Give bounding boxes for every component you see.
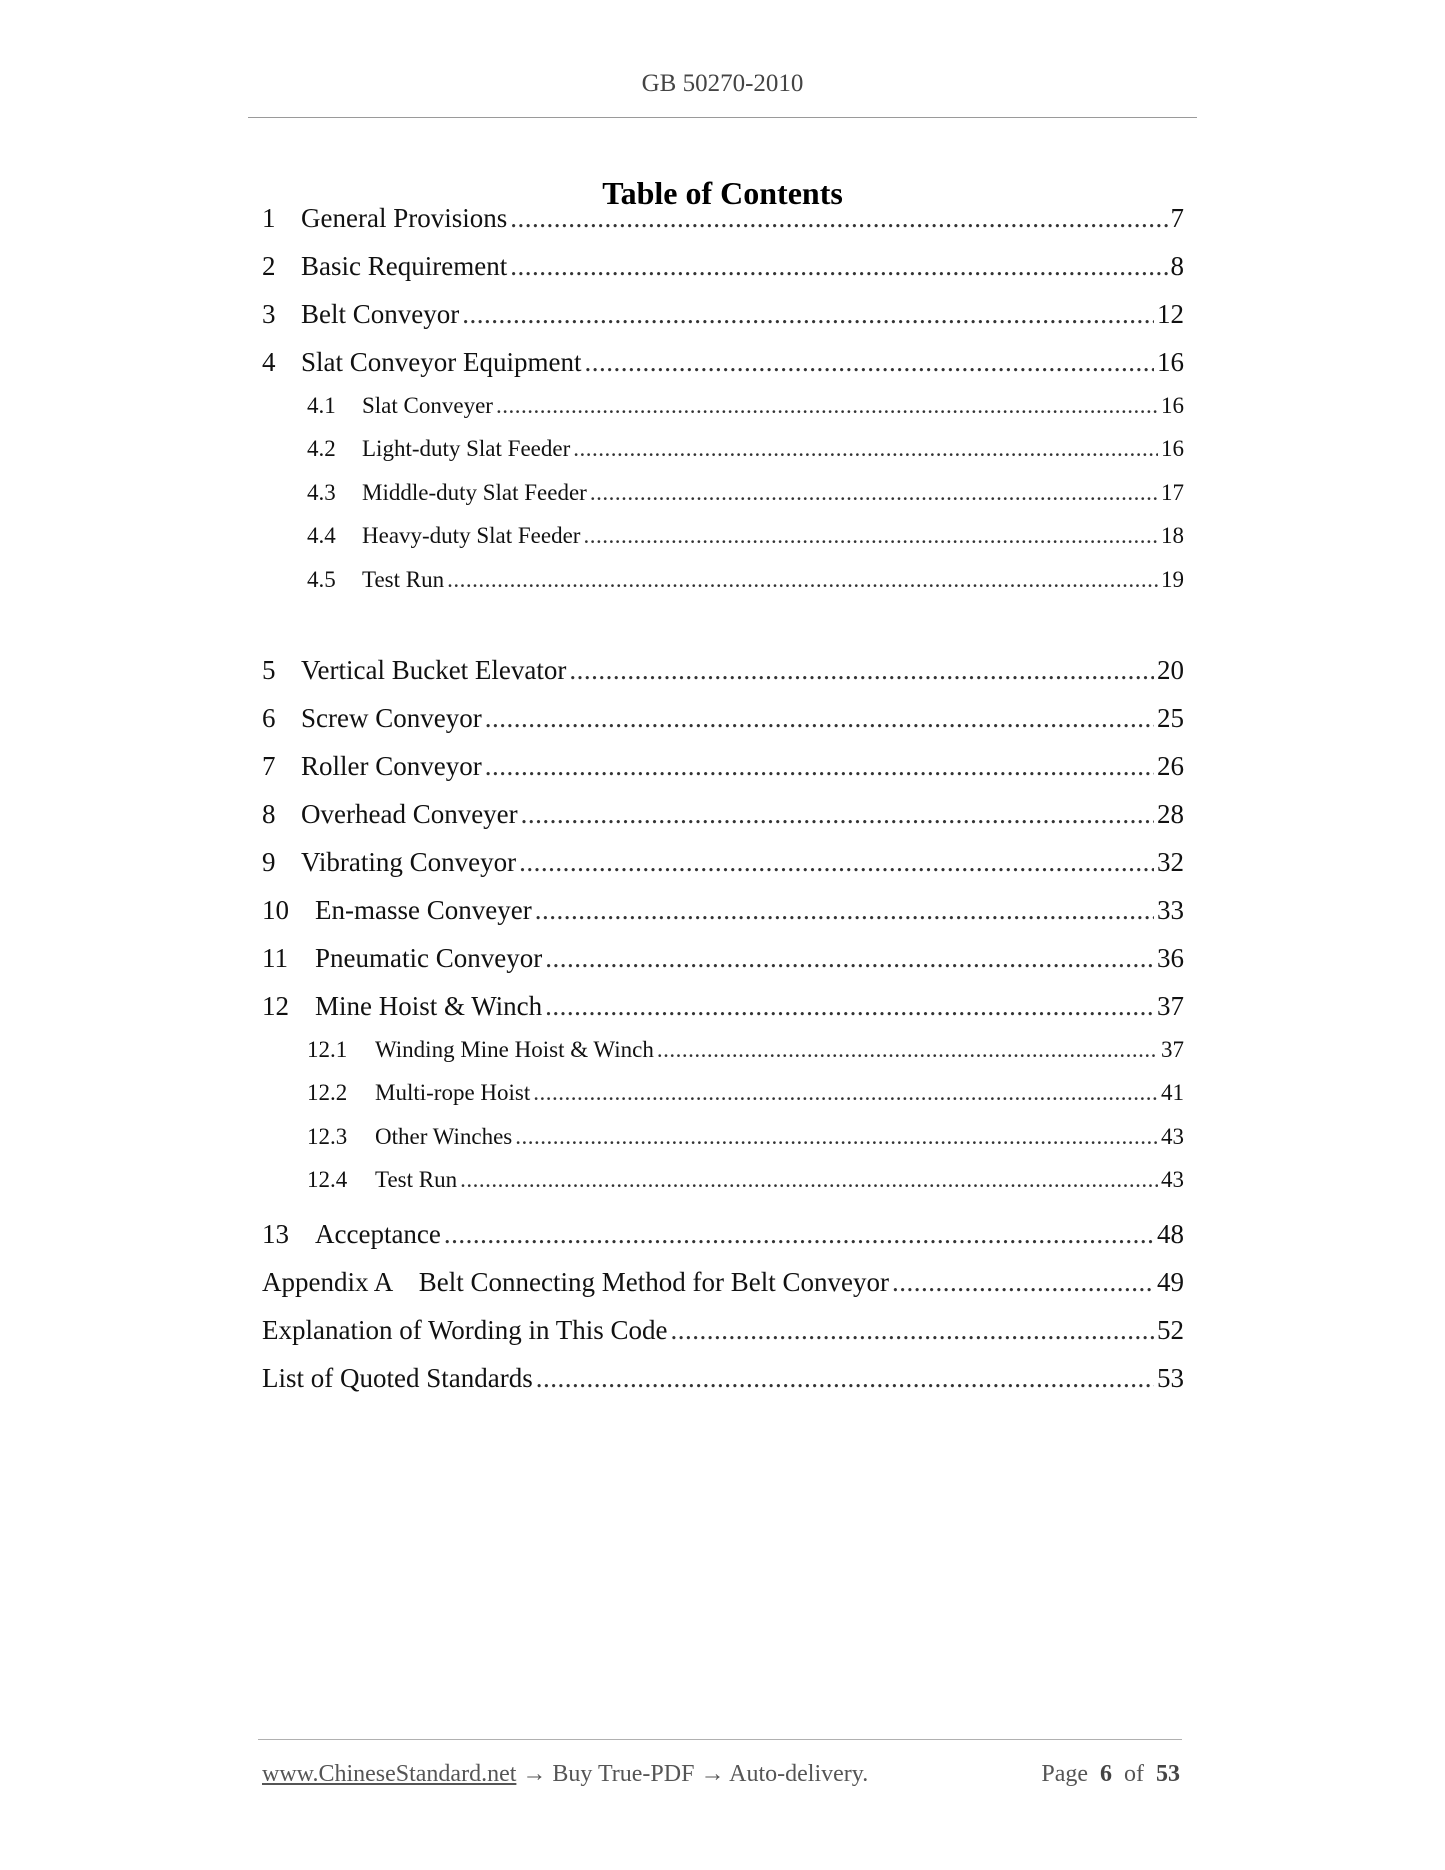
toc-entry-number: 8 [262, 799, 276, 829]
footer-promo [262, 1756, 868, 1792]
toc-entry-page: 17 [1161, 480, 1184, 505]
toc-entry[interactable] [262, 986, 1184, 1026]
toc-entry-page: 7 [1170, 203, 1184, 233]
toc-entry[interactable] [262, 294, 1184, 334]
toc-leader-dots [545, 986, 1154, 1026]
toc-entry-number: 11 [262, 943, 288, 973]
toc-leader-dots [447, 560, 1158, 600]
toc-entry-label: Light-duty Slat Feeder [362, 436, 571, 461]
toc-entry[interactable] [262, 1214, 1184, 1254]
toc-entry[interactable] [262, 198, 1184, 238]
toc-entry-label: List of Quoted Standards [262, 1363, 533, 1393]
toc-entry-page: 28 [1157, 799, 1184, 829]
toc-leader-dots [892, 1262, 1154, 1302]
toc-subentry[interactable] [307, 560, 1184, 600]
toc-entry-label: Acceptance [315, 1219, 441, 1249]
toc-subentry[interactable] [307, 1117, 1184, 1157]
toc-entry-page: 33 [1157, 895, 1184, 925]
toc-entry[interactable] [262, 342, 1184, 382]
toc-leader-dots [657, 1030, 1158, 1070]
toc-entry-page: 8 [1170, 251, 1184, 281]
document-code-header: GB 50270-2010 [641, 70, 804, 97]
toc-entry-label: Appendix A Belt Connecting Method for Belt Conveyor [262, 1267, 889, 1297]
toc-entry-page: 49 [1157, 1267, 1184, 1297]
toc-leader-dots [521, 794, 1154, 834]
toc-entry-number: 5 [262, 655, 276, 685]
of-word: of [1124, 1761, 1144, 1787]
toc-leader-dots [510, 198, 1167, 238]
toc-subentry[interactable] [307, 386, 1184, 426]
toc-entry[interactable] [262, 1262, 1184, 1302]
toc-entry-page: 43 [1161, 1124, 1184, 1149]
toc-entry[interactable] [262, 650, 1184, 690]
toc-entry-number: 4.4 [307, 523, 336, 548]
toc-entry-label: Multi-rope Hoist [375, 1080, 531, 1105]
toc-entry-number: 12.4 [307, 1167, 348, 1192]
toc-entry-label: Heavy-duty Slat Feeder [362, 523, 581, 548]
toc-entry-number: 6 [262, 703, 276, 733]
toc-entry-page: 52 [1157, 1315, 1184, 1345]
toc-entry-page: 25 [1157, 703, 1184, 733]
toc-leader-dots [535, 890, 1154, 930]
toc-entry-page: 43 [1161, 1167, 1184, 1192]
toc-entry-page: 12 [1157, 299, 1184, 329]
toc-entry-label: Winding Mine Hoist & Winch [375, 1037, 654, 1062]
toc-leader-dots [444, 1214, 1154, 1254]
toc-entry-page: 37 [1157, 991, 1184, 1021]
toc-entry-number: 4.2 [307, 436, 336, 461]
toc-entry-label: Pneumatic Conveyor [315, 943, 543, 973]
toc-entry-page: 36 [1157, 943, 1184, 973]
toc-entry-label: Screw Conveyor [301, 703, 482, 733]
toc-leader-dots [485, 746, 1154, 786]
header-divider [248, 117, 1197, 118]
toc-entry[interactable] [262, 1310, 1184, 1350]
toc-entry-number: 2 [262, 251, 276, 281]
toc-entry-label: Basic Requirement [301, 251, 508, 281]
toc-entry-page: 16 [1157, 347, 1184, 377]
toc-entry-label: General Provisions [301, 203, 508, 233]
toc-entry[interactable] [262, 890, 1184, 930]
website-link[interactable]: www.ChineseStandard.net [262, 1761, 517, 1787]
toc-leader-dots [545, 938, 1154, 978]
page-word: Page [1041, 1761, 1088, 1787]
toc-entry-label: Overhead Conveyer [301, 799, 518, 829]
toc-entry-label: Test Run [375, 1167, 458, 1192]
toc-entry-label: Explanation of Wording in This Code [262, 1315, 668, 1345]
toc-leader-dots [515, 1117, 1158, 1157]
toc-leader-dots [496, 386, 1158, 426]
toc-entry-label: Belt Conveyor [301, 299, 460, 329]
toc-entry-label: Vertical Bucket Elevator [301, 655, 567, 685]
toc-leader-dots [590, 473, 1158, 513]
toc-entry-label: Other Winches [375, 1124, 513, 1149]
toc-leader-dots [569, 650, 1154, 690]
toc-leader-dots [671, 1310, 1154, 1350]
page-title: Table of Contents [602, 175, 843, 211]
toc-entry-page: 41 [1161, 1080, 1184, 1105]
toc-entry-number: 12.3 [307, 1124, 348, 1149]
arrow-icon: → [700, 1761, 725, 1787]
toc-entry-page: 48 [1157, 1219, 1184, 1249]
toc-entry-label: En-masse Conveyer [315, 895, 532, 925]
toc-subentry[interactable] [307, 1073, 1184, 1113]
toc-entry[interactable] [262, 1358, 1184, 1398]
toc-entry-number: 3 [262, 299, 276, 329]
toc-entry-page: 18 [1161, 523, 1184, 548]
total-pages-number: 53 [1156, 1761, 1180, 1787]
toc-entry-number: 12 [262, 991, 289, 1021]
toc-leader-dots [533, 1073, 1158, 1113]
toc-entry-number: 12.2 [307, 1080, 348, 1105]
toc-entry-page: 37 [1161, 1037, 1184, 1062]
toc-leader-dots [510, 246, 1167, 286]
toc-subentry[interactable] [307, 516, 1184, 556]
toc-entry-label: Test Run [362, 567, 445, 592]
toc-entry[interactable] [262, 842, 1184, 882]
toc-leader-dots [584, 342, 1154, 382]
toc-entry-label: Slat Conveyer [362, 393, 493, 418]
toc-entry-number: 4.1 [307, 393, 336, 418]
toc-entry-page: 19 [1161, 567, 1184, 592]
toc-entry-number: 4.5 [307, 567, 336, 592]
toc-leader-dots [536, 1358, 1154, 1398]
auto-delivery-text: Auto-delivery. [729, 1761, 869, 1787]
toc-entry[interactable] [262, 746, 1184, 786]
toc-entry-page: 16 [1161, 393, 1184, 418]
toc-entry-number: 10 [262, 895, 289, 925]
toc-subentry[interactable] [307, 1030, 1184, 1070]
toc-entry-label: Mine Hoist & Winch [315, 991, 543, 1021]
toc-entry-page: 20 [1157, 655, 1184, 685]
toc-entry-label: Slat Conveyor Equipment [301, 347, 582, 377]
toc-leader-dots [462, 294, 1154, 334]
toc-entry-page: 32 [1157, 847, 1184, 877]
buy-true-pdf-text: Buy True-PDF [552, 1761, 695, 1787]
toc-entry[interactable] [262, 246, 1184, 286]
footer-divider [258, 1739, 1182, 1740]
toc-entry[interactable] [262, 794, 1184, 834]
current-page-number: 6 [1100, 1761, 1112, 1787]
page-indicator [1041, 1756, 1180, 1792]
toc-entry-number: 1 [262, 203, 276, 233]
toc-entry-label: Vibrating Conveyor [301, 847, 517, 877]
toc-leader-dots [485, 698, 1154, 738]
toc-entry-page: 26 [1157, 751, 1184, 781]
toc-entry-label: Roller Conveyor [301, 751, 482, 781]
toc-entry-number: 7 [262, 751, 276, 781]
toc-leader-dots [583, 516, 1158, 556]
toc-entry-number: 4.3 [307, 480, 336, 505]
toc-entry-number: 4 [262, 347, 276, 377]
toc-entry-number: 13 [262, 1219, 289, 1249]
arrow-icon: → [522, 1761, 547, 1787]
toc-entry-page: 16 [1161, 436, 1184, 461]
toc-leader-dots [519, 842, 1154, 882]
toc-subentry[interactable] [307, 1160, 1184, 1200]
toc-entry[interactable] [262, 938, 1184, 978]
toc-subentry[interactable] [307, 429, 1184, 469]
toc-entry-number: 9 [262, 847, 276, 877]
toc-subentry[interactable] [307, 473, 1184, 513]
toc-leader-dots [460, 1160, 1158, 1200]
toc-entry-page: 53 [1157, 1363, 1184, 1393]
toc-entry-label: Middle-duty Slat Feeder [362, 480, 587, 505]
page-footer [262, 1756, 1180, 1792]
toc-leader-dots [573, 429, 1158, 469]
toc-entry[interactable] [262, 698, 1184, 738]
toc-entry-number: 12.1 [307, 1037, 348, 1062]
